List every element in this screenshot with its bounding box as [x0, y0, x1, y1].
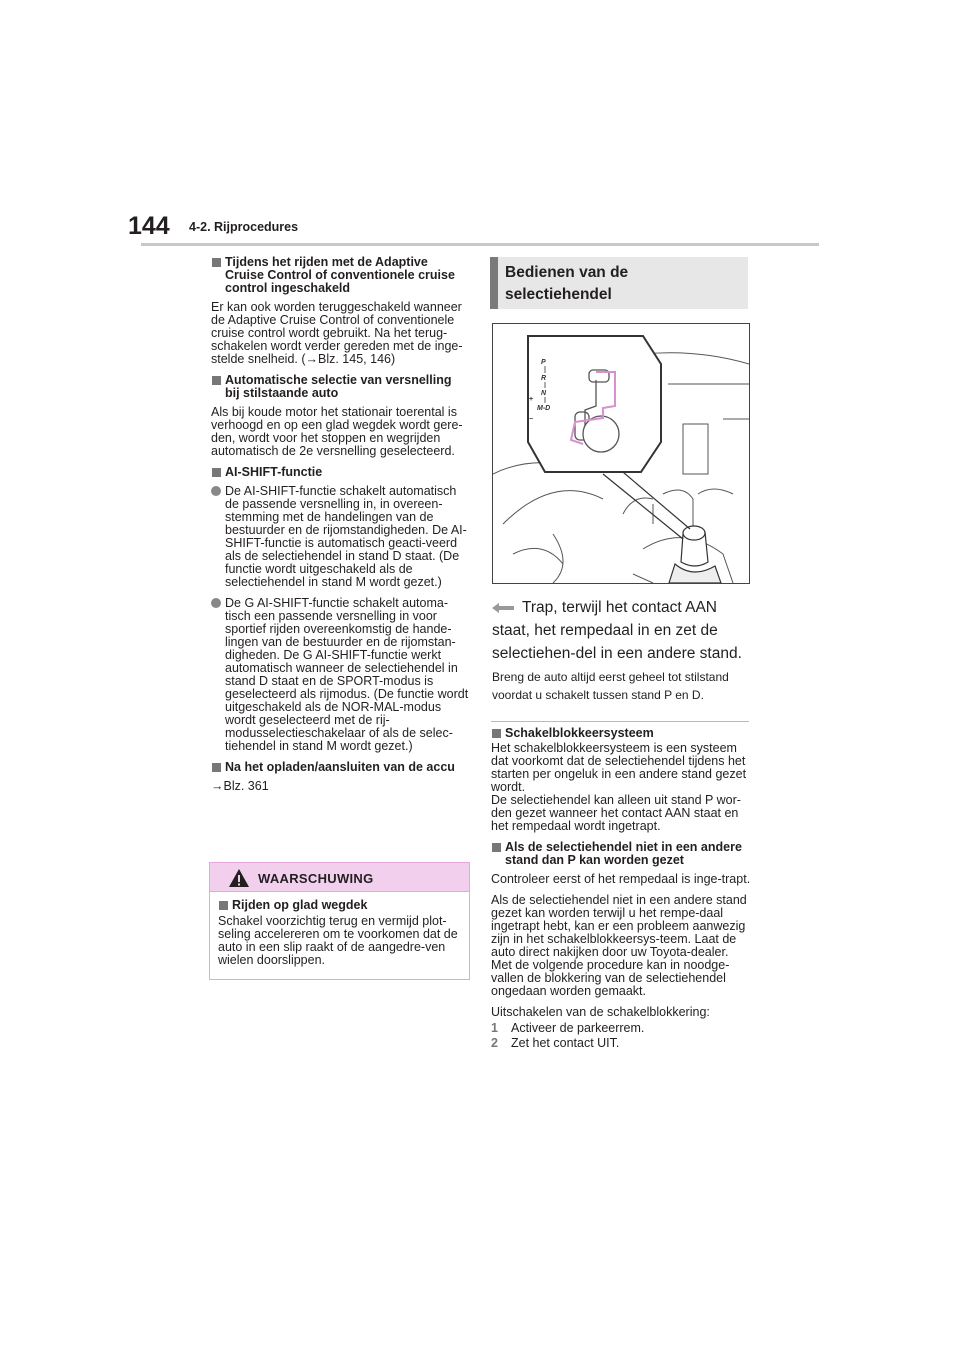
warning-triangle-icon — [228, 868, 250, 888]
warning-header — [210, 863, 469, 892]
bullet-item: De AI-SHIFT-functie schakelt automatisch de passende versnelling in, in overeen-stemming met de handelingen van de bestuurder en de rijomstandigheden. De AI-SHIFT-functie is automatisch geacti-veerd als de selectiehendel in stand D staat. (De functie wordt uitgeschakeld als de selectiehendel in stand M wordt gezet.) — [211, 485, 469, 589]
page-number: 144 — [128, 212, 170, 240]
heading-battery: Na het opladen/aansluiten van de accu — [211, 761, 469, 774]
note-text: Breng de auto altijd eerst geheel tot stilstand voordat u schakelt tussen stand P en D. — [492, 670, 729, 702]
heading-auto-gear: Automatische selectie van versnelling bij stilstaande auto — [211, 374, 469, 400]
section-heading-line-1: Bedienen van de — [505, 264, 629, 281]
right-column — [491, 727, 753, 1052]
shift-lever-drawing — [493, 324, 749, 583]
bullet-item: De G AI-SHIFT-functie schakelt automa-tisch een passende versnelling in voor sportief rijden overeenkomstig de hande-lingen van de bestuurder en de rijomstan-digheden. De G AI-SHIFT-functie werkt automatisch wanneer de selectiehendel in stand D staat en de SPORT-modus is geselecteerd als rijmodus. (De functie wordt uitgeschakeld als de NOR-MAL-modus wordt geselecteerd met de rij-modusselectieschakelaar of als de selec-tiehendel in stand M wordt gezet.) — [211, 597, 469, 753]
section-heading-bar — [490, 257, 498, 309]
header-rule — [141, 243, 819, 246]
square-bullet-icon — [212, 468, 221, 477]
warning-box — [209, 862, 470, 980]
left-column — [211, 256, 469, 801]
square-bullet-icon — [212, 258, 221, 267]
square-bullet-icon — [212, 376, 221, 385]
warning-title: WAARSCHUWING — [258, 871, 374, 886]
plus-label: + — [529, 396, 534, 403]
step-item: 2 Zet het contact UIT. — [491, 1036, 620, 1050]
paragraph: Als bij koude motor het stationair toerental is verhoogd en op een glad wegdek wordt gere-den, wordt voor het stoppen en wegrijden automatisch de 2e versnelling geselecteerd. — [211, 405, 463, 458]
section-heading — [490, 257, 748, 309]
shift-lever-illustration — [492, 323, 750, 584]
warning-heading: Rijden op glad wegdek — [218, 899, 461, 912]
paragraph: Het schakelblokkeersysteem is een systeem dat voorkomt dat de selectiehendel tijdens het starten per ongeluk in een andere stand gezet wordt. De selectiehendel kan alleen uit stand P wor-den gezet wanneer het contact AAN staat en het rempedaal wordt ingetrapt. — [491, 741, 747, 833]
square-bullet-icon — [492, 729, 501, 738]
square-bullet-icon — [212, 763, 221, 772]
arrow-left-icon — [492, 603, 514, 613]
circle-bullet-icon — [211, 598, 221, 608]
paragraph: Als de selectiehendel niet in een andere stand gezet kan worden terwijl u het rempe-daal ingetrapt hebt, kan er een probleem aanwezig zijn in het schakelblokkeersys-teem. Laat de auto direct nakijken door uw Toyota-dealer. Met de volgende procedure kan in noodge-vallen de blokkering van de selectiehendel ongedaan worden gemaakt. — [491, 893, 747, 998]
heading-cruise-control: Tijdens het rijden met de Adaptive Cruise Control of conventionele cruise control ingeschakeld — [211, 256, 469, 295]
paragraph: Er kan ook worden teruggeschakeld wanneer de Adaptive Cruise Control of conventionele cruise control wordt gebruikt. Na het terug-schakelen wordt verder gereden met de inge-stelde snelheid. (→Blz. 145, 146) — [211, 300, 463, 366]
paragraph: Controleer eerst of het rempedaal is inge-trapt. — [491, 872, 751, 886]
warning-text: Schakel voorzichtig terug en vermijd plot-seling accelereren om te voorkomen dat de auto in een slip raakt of de aangedre-ven wielen doorslippen. — [218, 914, 458, 967]
heading-shift-lock: Schakelblokkeersysteem — [491, 727, 753, 740]
page-reference: →Blz. 361 — [211, 779, 269, 793]
step-item: 1 Activeer de parkeerrem. — [491, 1021, 645, 1035]
gate-label-md: M-D — [537, 405, 551, 412]
square-bullet-icon — [219, 901, 228, 910]
divider — [491, 721, 749, 722]
section-title: 4-2. Rijprocedures — [189, 220, 299, 234]
gate-label-n: N — [541, 390, 547, 397]
steps-list — [491, 1022, 753, 1050]
gate-label-r: R — [541, 375, 547, 382]
heading-ai-shift: AI-SHIFT-functie — [211, 466, 469, 479]
paragraph: Uitschakelen van de schakelblokkering: — [491, 1005, 710, 1019]
square-bullet-icon — [492, 843, 501, 852]
minus-label: − — [529, 416, 534, 423]
heading-not-out-of-p: Als de selectiehendel niet in een andere stand dan P kan worden gezet — [491, 841, 753, 867]
section-heading-line-2: selectiehendel — [505, 286, 612, 303]
gate-label-p: P — [541, 359, 546, 366]
instruction-caption: Trap, terwijl het contact AAN staat, het rempedaal in en zet de selectiehen-del in een andere stand. — [492, 599, 742, 662]
circle-bullet-icon — [211, 486, 221, 496]
